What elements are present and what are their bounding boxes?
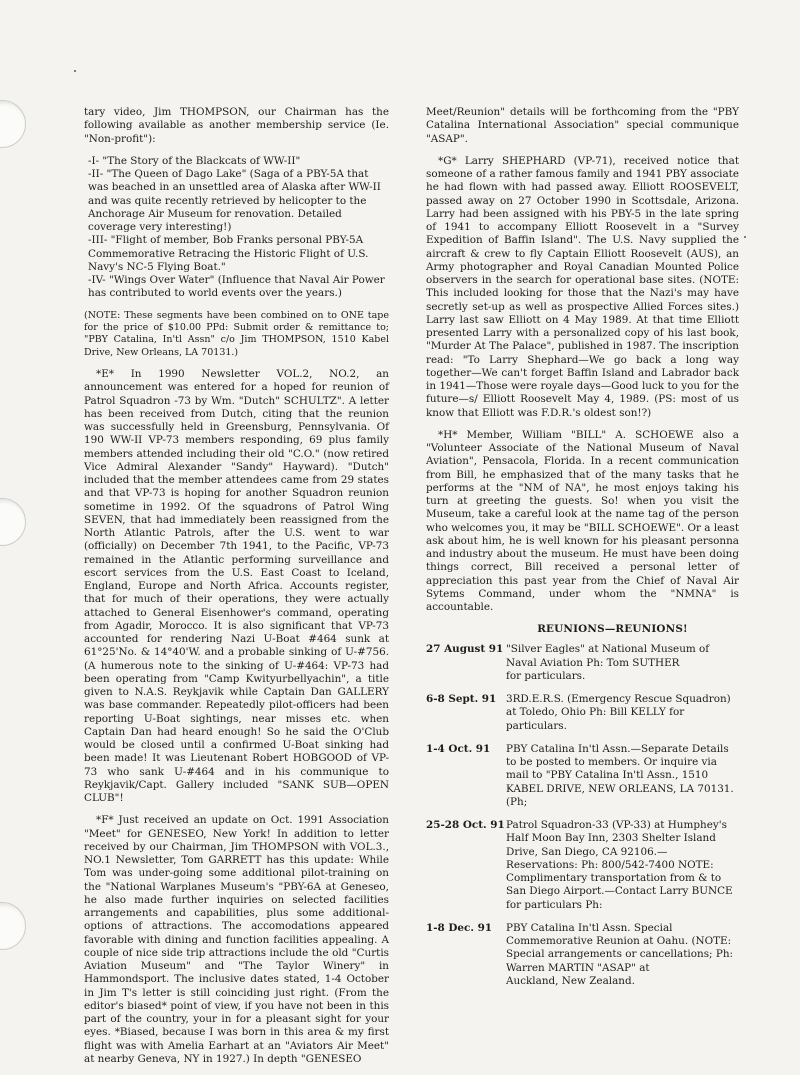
speck: [74, 70, 76, 72]
reunion-details: PBY Catalina In'tl Assn. Special Commemorative Reunion at Oahu. (NOTE: Special arrangements or cancellations; Ph: Warren MARTIN "ASAP" at Auckland, New Zealand.: [506, 921, 734, 987]
reunion-entry: [426, 693, 739, 733]
reunion-date: 1-8 Dec. 91: [426, 921, 493, 934]
reunion-details: 3RD.E.R.S. (Emergency Rescue Squadron) at Toledo, Ohio Ph: Bill KELLY for particulars.: [506, 693, 731, 732]
right-column: [426, 106, 739, 998]
paragraph-f: *F* Just received an update on Oct. 1991 Association "Meet" for GENESEO, New York! In addition to letter received by our Chairman, Jim THOMPSON with VOL.3., NO.1 Newsletter, Tom GARRETT has this update: While Tom was under-going some additional pilot-training on the "National Warplanes Museum's "PBY-6A at Geneseo, he also made further inquiries on selected facilities arrangements and capabilities, plus some additional-options of attractions. The accomodations appeared favorable with dining and function facilities appealing. A couple of nice side trip attractions include the old "Curtis Aviation Museum" and "The Taylor Winery" in Hammondsport. The inclusive dates stated, 1-4 October in Jim T's letter is still coinciding just right. (From the editor's biased* point of view, if you have not been in this part of the country, your in for a pleasant sight for your eyes. *Biased, because I was born in this area & my first flight was with Amelia Earhart at an "Aviators Air Meet" at nearby Geneva, NY in 1927.) In depth "GENESEO: [84, 814, 389, 1065]
intro-paragraph: tary video, Jim THOMPSON, our Chairman has the following available as another membership service (Ie. "Non-profit"):: [84, 106, 389, 145]
paragraph-g: *G* Larry SHEPHARD (VP-71), received notice that someone of a rather famous family and 1941 PBY associate he had flown with had passed away. Elliott ROOSEVELT, passed away on 27 October 1990 in Scottsdale, Arizona. Larry had been assigned with his PBY-5 in the late spring of 1941 to accompany Elliott Roosevelt in a "Survey Expedition of Baffin Island". The U.S. Navy supplied the aircraft & crew to fly Captain Elliott Roosevelt (AUS), an Army photographer and Royal Canadian Mounted Police observers in the search for operational base sites. (NOTE: This included looking for those that the Nazi's may have secretly set-up as well as prospective Allied Forces sites.) Larry last saw Elliott on 4 May 1989. At that time Elliott presented Larry with a personalized copy of his last book, "Murder At The Palace", published in 1987. The inscription read: "To Larry Shephard—We go back a long way together—We can't forget Baffin Island and Labrador back in 1941—Those were royale days—Good luck to you for the future—s/ Elliott Roosevelt May 4, 1989. (PS: most of us know that Elliott was F.D.R.'s oldest son!?): [426, 154, 739, 419]
binder-hole-bottom: [0, 902, 26, 950]
reunion-details: "Silver Eagles" at National Museum of Naval Aviation Ph: Tom SUTHER for particulars.: [506, 643, 710, 682]
reunion-date: 1-4 Oct. 91: [426, 742, 491, 755]
reunion-entry: [426, 819, 739, 912]
paragraph-e: *E* In 1990 Newsletter VOL.2, NO.2, an announcement was entered for a hoped for reunion of Patrol Squadron -73 by Wm. "Dutch" SCHULTZ". A letter has been received from Dutch, citing that the reunion was successfully held in Greensburg, Pennsylvania. Of 190 WW-II VP-73 members responding, 69 plus family members attended including their old "C.O." (now retired Vice Admiral Alexander "Sandy" Hayward). "Dutch" included that the member attendees came from 29 states and that VP-73 is hoping for another Squadron reunion sometime in 1992. Of the squadrons of Patrol Wing SEVEN, that had immediately been reassigned from the North Atlantic Patrols, after the U.S. went to war (officially) on December 7th 1941, to the Pacific, VP-73 remained in the Atlantic performing surveillance and escort services from the U.S. East Coast to Iceland, England, Europe and North Africa. Accounts register, that for much of their operations, they were actually attached to General Eisenhower's command, operating from Agadir, Morocco. It is also significant that VP-73 accounted for rendering Nazi U-Boat #464 sunk at 61°25'No. & 14°40'W. and a probable sinking of U-#756. (A humerous note to the sinking of U-#464: VP-73 had been operating from "Camp Kwityurbellyachin", a title given to N.A.S. Reykjavik while Captain Dan GALLERY was base commander. Repeatedly pilot-officers had been reporting U-Boat sightings, near misses etc. when Captain Dan had heard enough! So he said the O'Club would be closed until a confirmed U-Boat sinking had been made! It was Lieutenant Robert HOBGOOD of VP-73 who sank U-#464 and in his communique to Reykjavik/Capt. Gallery included "SANK SUB—OPEN CLUB"!: [84, 368, 389, 805]
paragraph-h: *H* Member, William "BILL" A. SCHOEWE also a "Volunteer Associate of the National Museum of Naval Aviation", Pensacola, Florida. In a recent communication from Bill, he emphasized that of the many tasks that he performs at the "NM of NA", he most enjoys taking his turn at greeting the guests. So! when you visit the Museum, take a careful look at the name tag of the person who welcomes you, it may be "BILL SCHOEWE". Or a least ask about him, he is well known for his pleasant personna and industry about the museum. He must have been doing things correct, Bill received a personal letter of appreciation this past year from the Chief of Naval Air Sytems Command, under whom the "NMNA" is accountable.: [426, 428, 739, 613]
reunion-date: 27 August 91: [426, 643, 504, 656]
list-item: -IV- "Wings Over Water" (Influence that Naval Air Power has contributed to world events over the years.): [88, 274, 385, 300]
left-column: [84, 106, 389, 1075]
list-item: -II- "The Queen of Dago Lake" (Saga of a PBY-5A that was beached in an unsettled area of Alaska after WW-II and was quite recently retrieved by helicopter to the Anchorage Air Museum for renovation. Detailed coverage very interesting!): [88, 168, 381, 233]
reunion-details: Patrol Squadron-33 (VP-33) at Humphey's Half Moon Bay Inn, 2303 Shelter Island Drive, San Diego, CA 92106.—Reservations: Ph: 800/542-7400 NOTE: Complimentary transportation from & to San Diego Airport.—Contact Larry BUNCE for particulars Ph:: [506, 819, 733, 911]
reunion-details: PBY Catalina In'tl Assn.—Separate Details to be posted to members. Or inquire via mail to "PBY Catalina In'tl Assn., 1510 KABEL DRIVE, NEW ORLEANS, LA 70131. (Ph;: [506, 742, 734, 808]
reunions-heading: REUNIONS—REUNIONS!: [537, 623, 688, 636]
binder-hole-middle: [0, 498, 26, 546]
reunion-entry: [426, 743, 739, 809]
reunion-entry: [426, 643, 739, 683]
list-item: -III- "Flight of member, Bob Franks personal PBY-5A Commemorative Retracing the Historic Flight of U.S. Navy's NC-5 Flying Boat.": [88, 234, 369, 273]
reunion-date: 6-8 Sept. 91: [426, 693, 497, 705]
speck: [744, 236, 746, 238]
list-item: -I- "The Story of the Blackcats of WW-II": [88, 154, 301, 167]
continued-paragraph: Meet/Reunion" details will be forthcoming from the "PBY Catalina International Association" special communique "ASAP".: [426, 106, 739, 145]
reunion-entry: [426, 922, 739, 988]
video-list: [84, 155, 389, 301]
binder-hole-top: [0, 100, 26, 148]
note-paragraph: (NOTE: These segments have been combined on to ONE tape for the price of $10.00 PPd: Submit order & remittance to; "PBY Catalina, In'tl Assn" c/o Jim THOMPSON, 1510 Kabel Drive, New Orleans, LA 70131.): [84, 309, 389, 358]
reunion-date: 25-28 Oct. 91: [426, 819, 505, 831]
